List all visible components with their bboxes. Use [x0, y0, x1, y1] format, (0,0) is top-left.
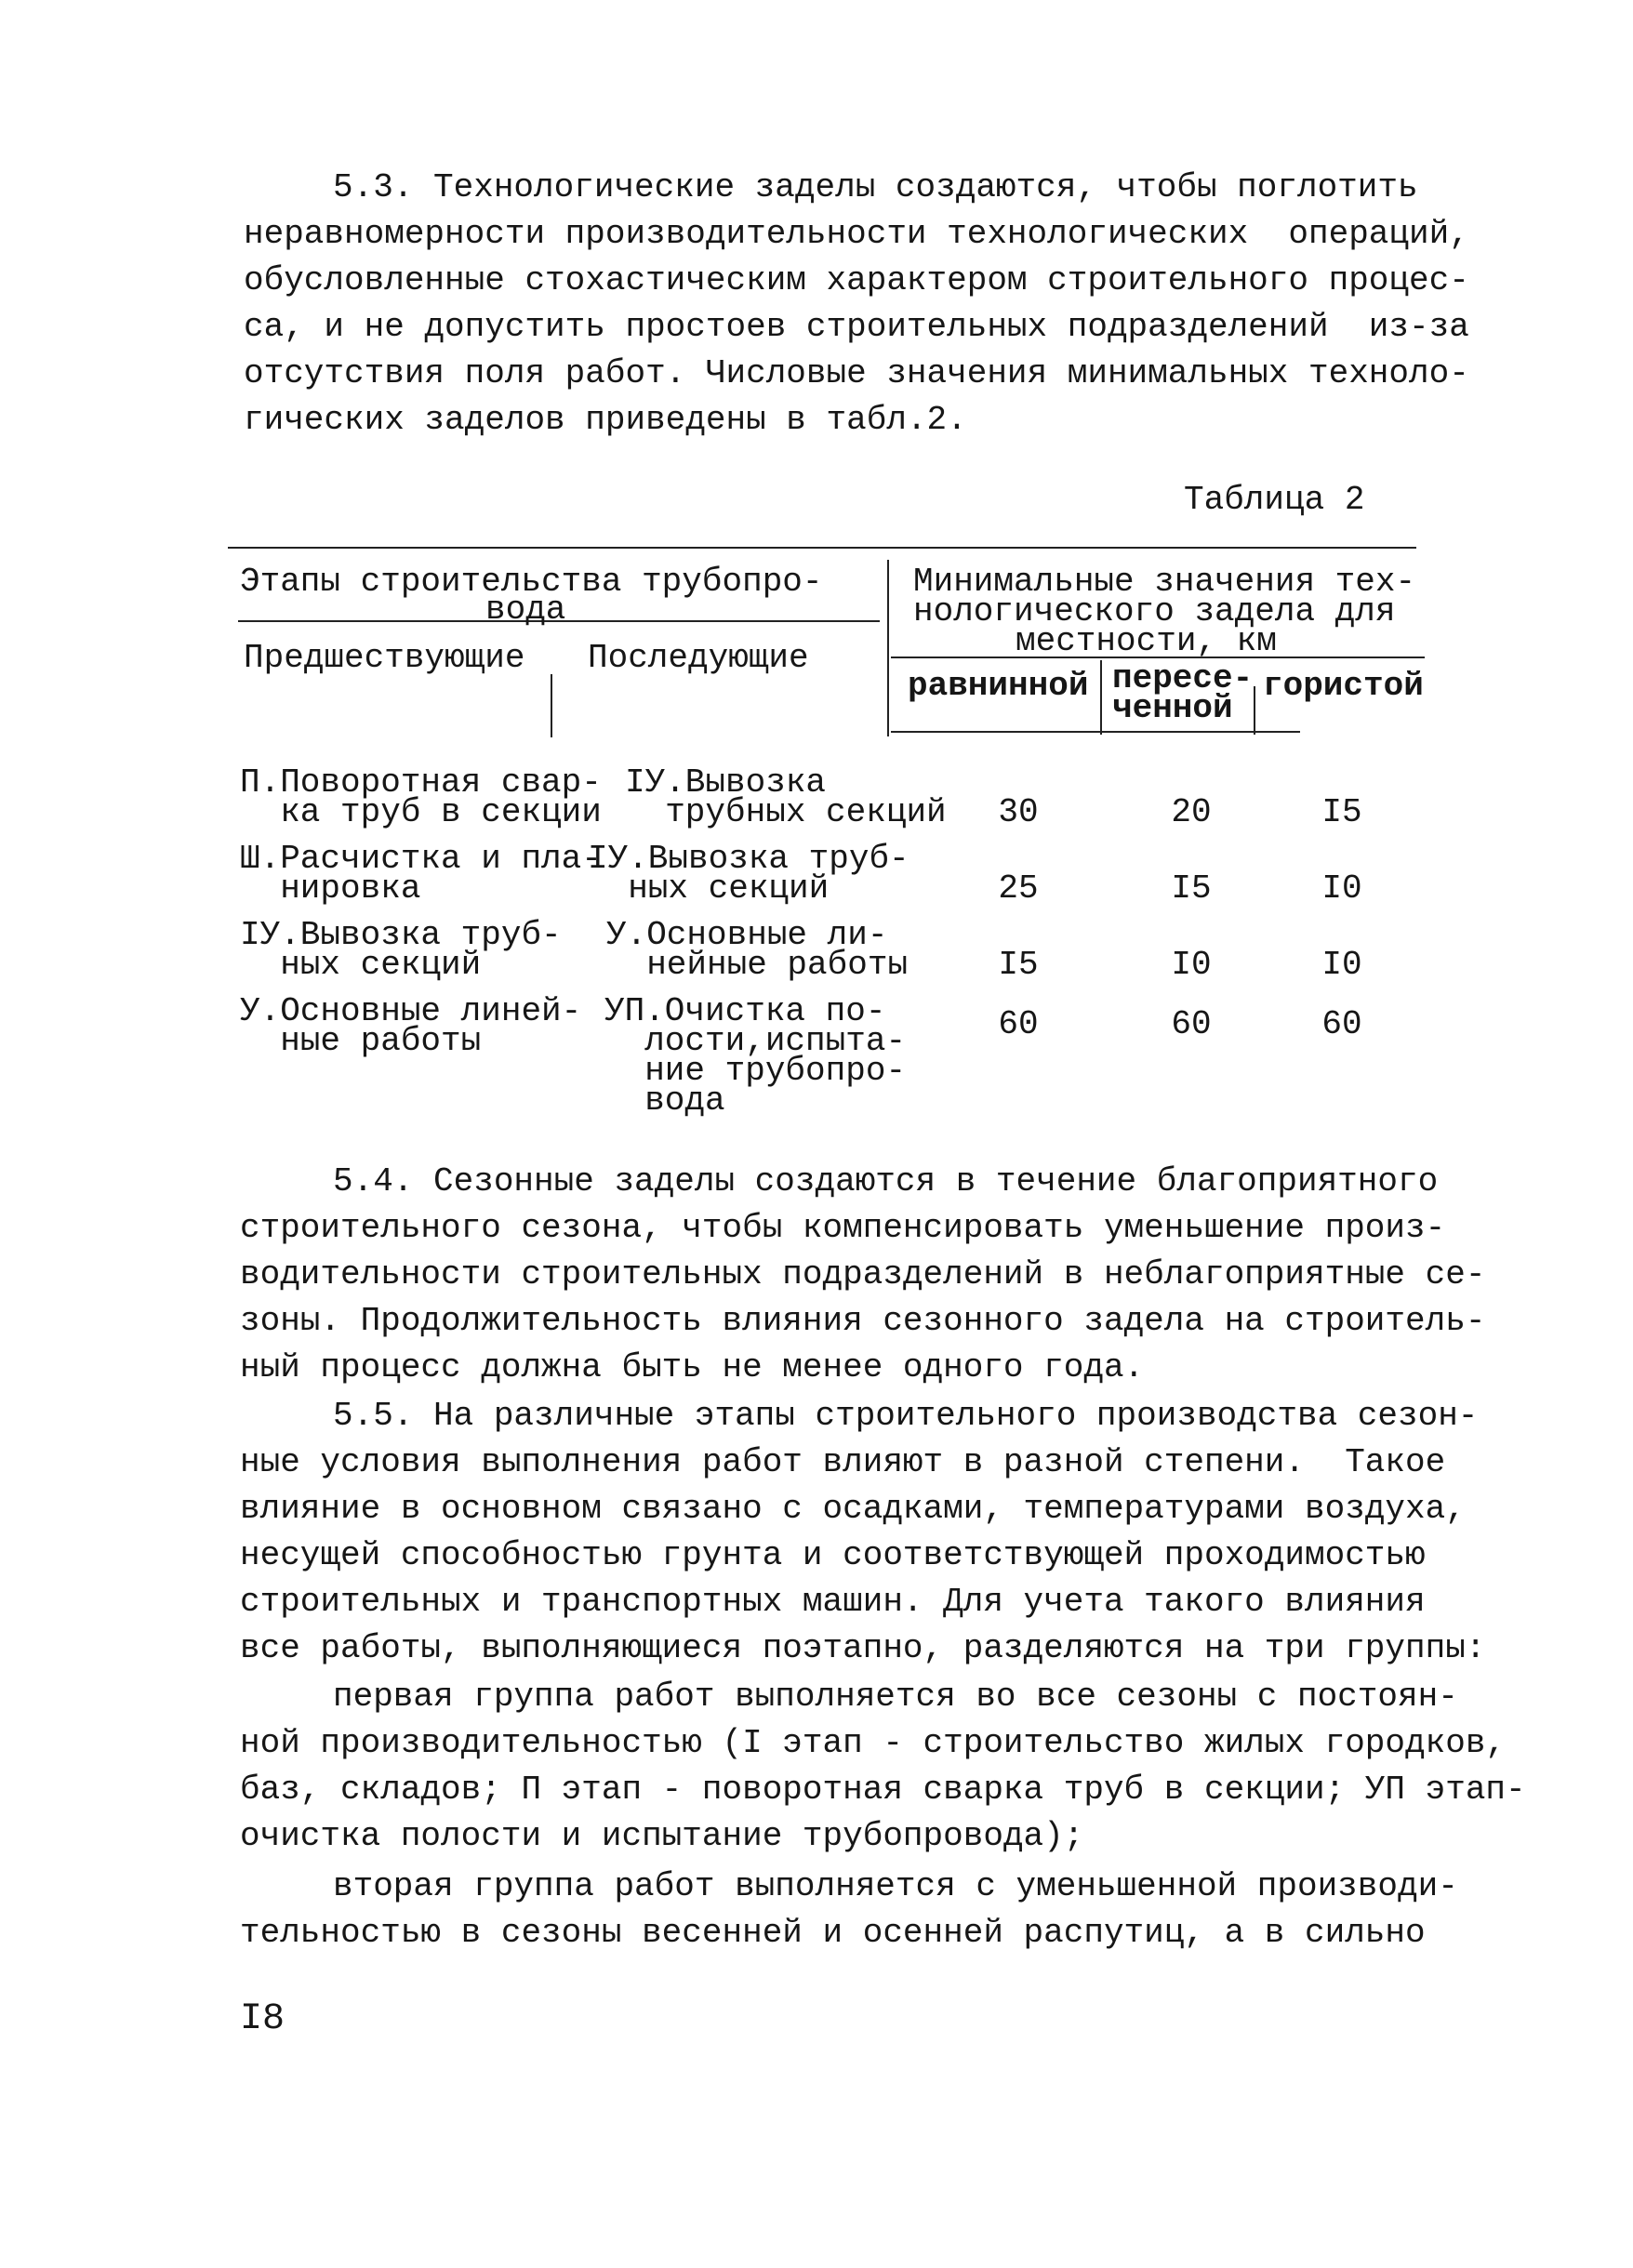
text-line: все работы, выполняющиеся поэтапно, разделяются на три группы:: [240, 1629, 1486, 1667]
cell-flat: 25: [998, 869, 1039, 908]
header-prev: Предшествующие: [244, 639, 525, 677]
cell-next: нейные работы: [606, 946, 909, 984]
cell-prev: ные работы: [240, 1022, 482, 1060]
text-line: ные условия выполнения работ влияют в разной степени. Такое: [240, 1443, 1446, 1481]
text-line: строительного сезона, чтобы компенсировать уменьшение произ-: [240, 1209, 1446, 1247]
cell-next: трубных секций: [625, 793, 947, 831]
cell-mountain: I0: [1321, 946, 1362, 984]
header-bottom-rule: [891, 731, 1300, 733]
header-stages: вода: [485, 590, 566, 629]
header-col-rugged: ченной: [1112, 689, 1233, 727]
text-line: влияние в основном связано с осадками, температурами воздуха,: [240, 1490, 1466, 1528]
cell-next: IУ.Вывозка: [625, 763, 827, 802]
table-top-rule: [228, 547, 1416, 549]
header-divider: [1100, 660, 1102, 735]
text-line: первая группа работ выполняется во все сезоны с постоян-: [333, 1678, 1458, 1716]
header-divider: [551, 674, 552, 737]
text-line: 5.5. На различные этапы строительного производства сезон-: [333, 1397, 1479, 1435]
header-values: местности, км: [1016, 622, 1277, 660]
cell-next: ние трубопро-: [604, 1052, 907, 1090]
cell-prev: У.Основные линей-: [240, 992, 582, 1030]
header-col-flat: равнинной: [908, 667, 1089, 705]
cell-next: лости,испыта-: [604, 1022, 907, 1060]
text-line: гических заделов приведены в табл.2.: [244, 401, 967, 439]
text-line: водительности строительных подразделений в неблагоприятные се-: [240, 1255, 1486, 1293]
text-line: са, и не допустить простоев строительных подразделений из-за: [244, 308, 1469, 346]
header-values: Минимальные значения тех-: [913, 563, 1416, 601]
text-line: тельностью в сезоны весенней и осенней распутиц, а в сильно: [240, 1914, 1426, 1952]
text-line: очистка полости и испытание трубопровода);: [240, 1817, 1084, 1855]
cell-mountain: I0: [1321, 869, 1362, 908]
cell-prev: П.Поворотная свар-: [240, 763, 602, 802]
cell-rugged: 20: [1171, 793, 1212, 831]
text-line: 5.3. Технологические заделы создаются, чтобы поглотить: [333, 168, 1418, 206]
cell-flat: 60: [998, 1005, 1039, 1043]
cell-prev: Ш.Расчистка и пла-: [240, 840, 602, 878]
cell-next: IУ.Вывозка труб-: [588, 840, 909, 878]
cell-prev: IУ.Вывозка труб-: [240, 916, 562, 954]
cell-prev: ка труб в секции: [240, 793, 602, 831]
cell-mountain: I5: [1321, 793, 1362, 831]
text-line: зоны. Продолжительность влияния сезонного задела на строитель-: [240, 1302, 1486, 1340]
table-caption: Таблица 2: [1184, 481, 1365, 519]
cell-next: ных секций: [588, 869, 830, 908]
text-line: несущей способностью грунта и соответствующей проходимостью: [240, 1536, 1426, 1574]
header-col-rugged: пересе-: [1112, 659, 1254, 697]
text-line: обусловленные стохастическим характером строительного процес-: [244, 261, 1469, 299]
text-line: 5.4. Сезонные заделы создаются в течение благоприятного: [333, 1162, 1439, 1200]
header-stages: Этапы строительства трубопро-: [240, 563, 823, 601]
cell-flat: 30: [998, 793, 1039, 831]
header-divider: [1254, 686, 1255, 735]
header-divider: [887, 560, 889, 736]
text-line: неравномерности производительности технологических операций,: [244, 215, 1469, 253]
cell-rugged: I0: [1171, 946, 1212, 984]
text-line: ный процесс должна быть не менее одного года.: [240, 1348, 1145, 1386]
header-values: нологического задела для: [913, 592, 1396, 630]
cell-next: У.Основные ли-: [606, 916, 888, 954]
cell-next: вода: [604, 1081, 725, 1120]
header-col-mountain: гористой: [1263, 667, 1424, 705]
text-line: строительных и транспортных машин. Для учета такого влияния: [240, 1583, 1426, 1621]
cell-mountain: 60: [1321, 1005, 1362, 1043]
cell-rugged: I5: [1171, 869, 1212, 908]
cell-flat: I5: [998, 946, 1039, 984]
text-line: отсутствия поля работ. Числовые значения минимальных техноло-: [244, 354, 1469, 392]
cell-prev: нировка: [240, 869, 421, 908]
cell-rugged: 60: [1171, 1005, 1212, 1043]
cell-next: УП.Очистка по-: [604, 992, 886, 1030]
page-number: I8: [240, 1998, 285, 2040]
text-line: ной производительностью (I этап - строительство жилых городков,: [240, 1724, 1507, 1762]
text-line: баз, складов; П этап - поворотная сварка труб в секции; УП этап-: [240, 1771, 1526, 1809]
text-line: вторая группа работ выполняется с уменьшенной производи-: [333, 1867, 1458, 1905]
cell-prev: ных секций: [240, 946, 482, 984]
header-next: Последующие: [588, 639, 809, 677]
